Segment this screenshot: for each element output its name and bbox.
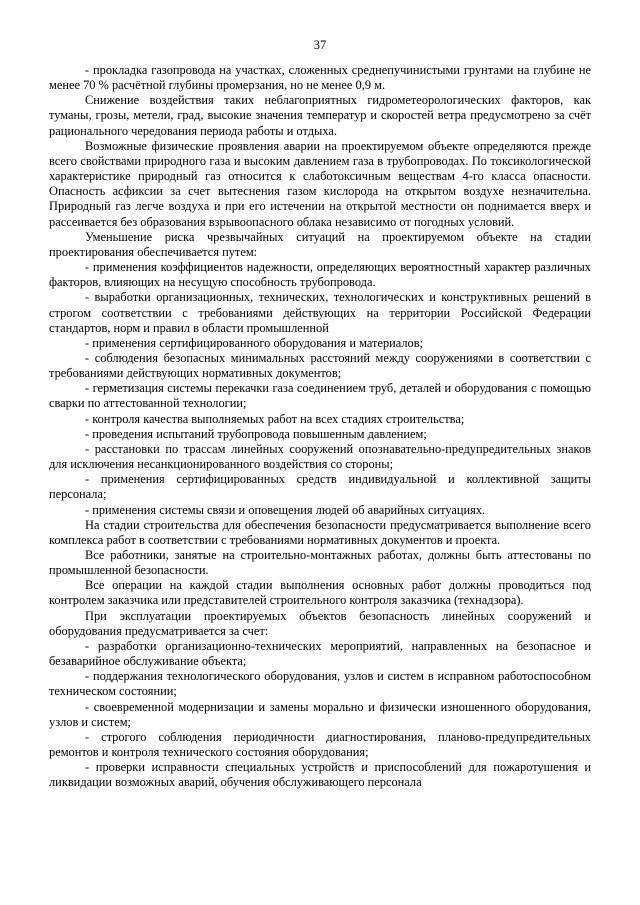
list-item-equipment-maintenance: - поддержания технологического оборудования, узлов и систем в исправном работоспособном техническом состоянии; xyxy=(49,669,591,699)
list-item-warning-signs: - расстановки по трассам линейных сооружений опознавательно-предупредительных знаков для исключения несанкционированного воздействия со стороны; xyxy=(49,441,591,472)
list-item-firefighting-devices: - проверки исправности специальных устройств и приспособлений для пожаротушения и ликвидации возможных аварий, обучения обслуживающего персонала xyxy=(49,760,591,790)
list-item-safe-distances: - соблюдения безопасных минимальных расстояний между сооружениями в соответствии с требованиями действующих нормативных документов; xyxy=(49,350,591,381)
paragraph-operation-safety: При эксплуатации проектируемых объектов безопасность линейных сооружений и оборудования предусматривается за счет: xyxy=(49,608,591,638)
list-item-pressure-tests: - проведения испытаний трубопровода повышенным давлением; xyxy=(85,426,427,441)
list-item-sealing-welding: - герметизация системы перекачки газа соединением труб, деталей и оборудования с помощью сварки по аттестованной технологии; xyxy=(49,381,591,411)
paragraph-construction-stage: На стадии строительства для обеспечения безопасности предусматривается выполнение всего комплекса работ в соответствии с требованиями нормативных документов и проекта. xyxy=(49,517,591,547)
list-item-quality-control: - контроля качества выполняемых работ на всех стадиях строительства; xyxy=(85,411,465,426)
list-item-solutions-standards: - выработки организационных, технических, технологических и конструктивных решений в строгом соответствии с требованиями действующих на территории Российской Федерации стандартов, норм и правил в области промышленной xyxy=(49,290,591,335)
paragraph-accident-manifestations: Возможные физические проявления аварии на проектируемом объекте определяются прежде всего свойствами природного газа и высоким давлением газа в трубопроводах. По токсикологической характеристике природный газ относится к слаботоксичным веществам 4-го класса опасности. Опасность асфиксии за счет вытеснения газом кислорода на открытом воздухе незначительна. Природный газ легче воздуха и при его истечении на открытой местности он поднимается вверх и рассеивается без образования взрывоопасного облака независимо от погодных условий. xyxy=(49,138,591,229)
list-item-organizational-measures: - разработки организационно-технических мероприятий, направленных на безопасное и безаварийное обслуживание объекта; xyxy=(49,638,591,669)
page-number: 37 xyxy=(313,38,327,52)
list-item-protective-equipment: - применения сертифицированных средств индивидуальной и коллективной защиты персонала; xyxy=(49,472,591,502)
paragraph-weather-factors: Снижение воздействия таких неблагоприятных гидрометеорологических факторов, как туманы, грозы, метели, град, высокие значения температур и скоростей ветра предусмотрено за счёт рационального чередования периода работы и отдыха. xyxy=(49,93,591,138)
list-item-diagnostics: - строгого соблюдения периодичности диагностирования, планово-предупредительных ремонтов и контроля технического состояния оборудования; xyxy=(49,729,591,760)
list-item-communication-system: - применения системы связи и оповещения людей об аварийных ситуациях. xyxy=(85,502,486,517)
paragraph-workers-certification: Все работники, занятые на строительно-монтажных работах, должны быть аттестованы по промышленной безопасности. xyxy=(49,548,591,578)
paragraph-operations-control: Все операции на каждой стадии выполнения основных работ должны проводиться под контролем заказчика или представителей строительного контроля заказчика (технадзора). xyxy=(49,578,591,608)
list-item-modernization: - своевременной модернизации и замены морально и физически изношенного оборудования, узлов и систем; xyxy=(49,699,591,729)
list-item-reliability-coefficients: - применения коэффициентов надежности, определяющих вероятностный характер различных факторов, влияющих на несущую способность трубопровода. xyxy=(49,260,591,290)
list-item-certified-equipment: - применения сертифицированного оборудования и материалов; xyxy=(85,335,424,350)
paragraph-risk-reduction-design: Уменьшение риска чрезвычайных ситуаций на проектируемом объекте на стадии проектирования обеспечивается путем: xyxy=(49,229,591,259)
paragraph-gas-pipeline-laying: - прокладка газопровода на участках, сложенных среднепучинистыми грунтами на глубине не менее 70 % расчётной глубины промерзания, но не менее 0,9 м. xyxy=(49,63,591,93)
